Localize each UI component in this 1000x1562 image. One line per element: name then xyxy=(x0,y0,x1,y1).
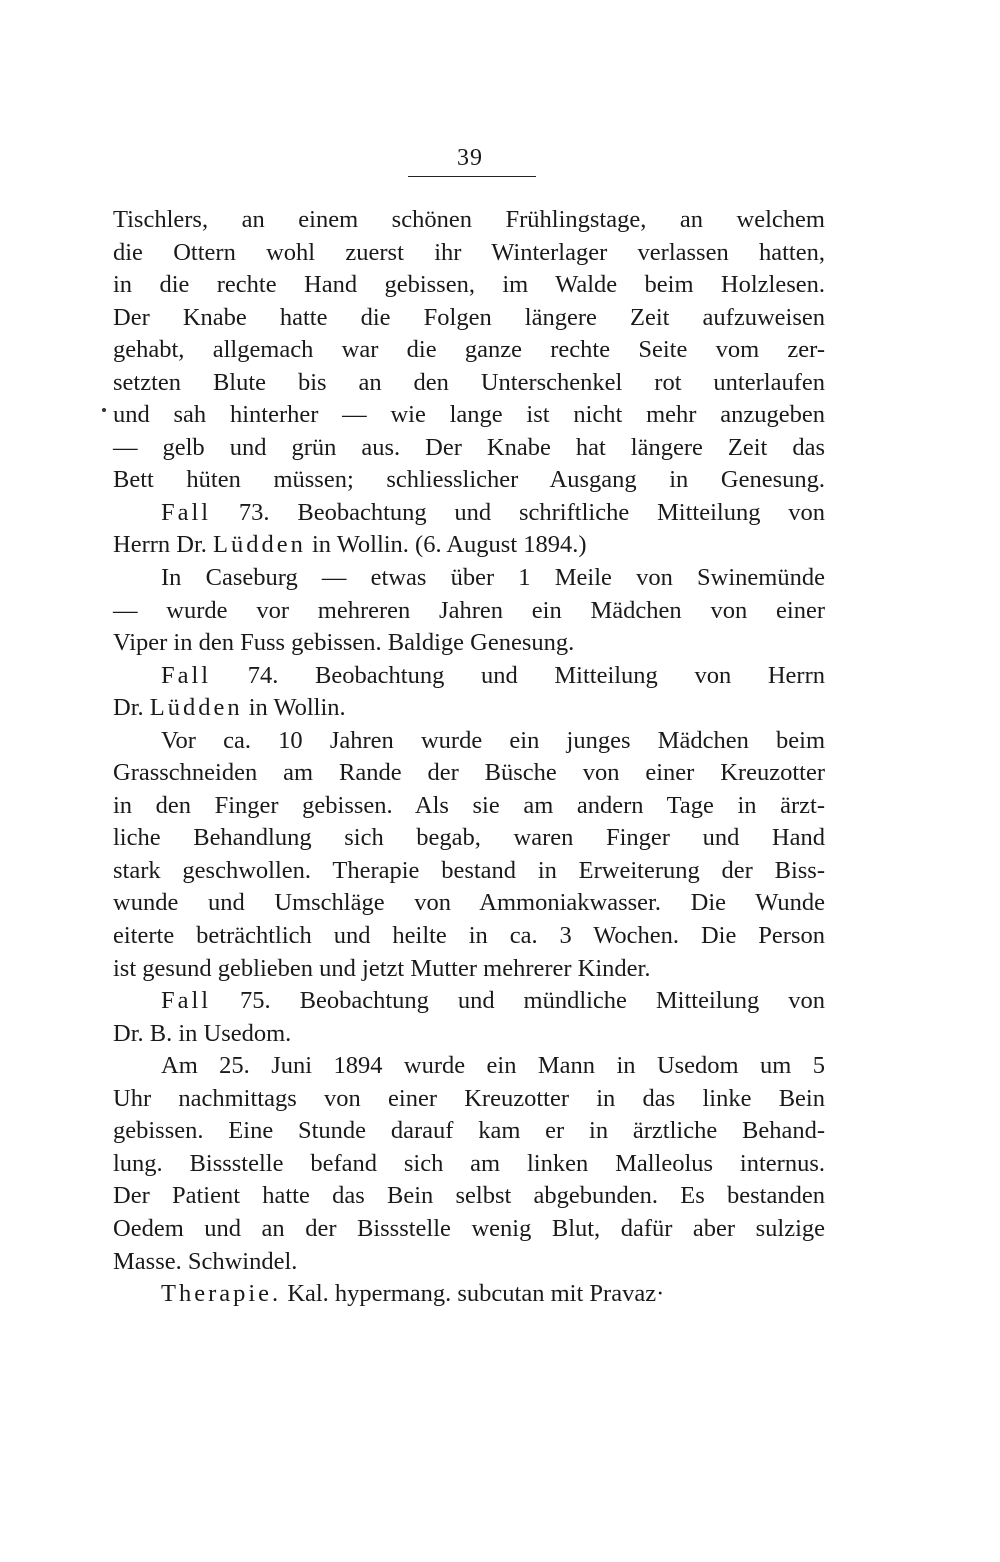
text-line xyxy=(113,627,825,660)
line-text: 75. Beobachtung und mündliche Mitteilung von xyxy=(211,987,825,1015)
text-line xyxy=(113,302,825,335)
spaced-heading: Fall xyxy=(161,498,212,526)
line-text: Tischlers, an einem schönen Frühlingstage, an welchem xyxy=(113,206,825,233)
spaced-heading: Fall xyxy=(161,661,212,689)
text-line xyxy=(113,1018,825,1051)
spaced-name: Lüdden xyxy=(213,531,306,559)
spaced-name: Lüdden xyxy=(149,694,243,722)
line-text: Dr. xyxy=(113,694,150,722)
text-line xyxy=(113,757,825,790)
text-line xyxy=(113,822,825,855)
line-text: liche Behandlung sich begab, waren Finger und Hand xyxy=(113,824,825,852)
line-text: eiterte beträchtlich und heilte in ca. 3 Wochen. Die Person xyxy=(113,922,825,950)
text-line xyxy=(113,1180,825,1213)
header-rule xyxy=(408,176,536,177)
line-text: Uhr nachmittags von einer Kreuzotter in das linke Bein xyxy=(113,1084,825,1112)
line-text: Kal. hypermang. subcutan mit Pravaz· xyxy=(281,1280,665,1308)
text-line xyxy=(113,334,825,367)
line-text-tail: in Wollin. (6. August 1894.) xyxy=(305,531,587,559)
line-text: Dr. B. in Usedom. xyxy=(113,1019,292,1047)
text-line xyxy=(113,399,825,432)
text-line xyxy=(113,529,825,562)
margin-mark xyxy=(102,408,106,412)
line-text: Bett hüten müssen; schliesslicher Ausgang in Genesung. xyxy=(113,466,825,494)
line-text: in die rechte Hand gebissen, im Walde beim Holzlesen. xyxy=(113,271,825,299)
spaced-heading: Therapie. xyxy=(161,1280,282,1308)
line-text: und sah hinterher — wie lange ist nicht mehr anzugeben xyxy=(113,401,825,429)
line-text: lung. Bissstelle befand sich am linken Malleolus internus. xyxy=(113,1149,825,1177)
line-text: setzten Blute bis an den Unterschenkel rot unterlaufen xyxy=(113,368,825,396)
line-text: In Caseburg — etwas über 1 Meile von Swinemünde xyxy=(161,564,825,592)
text-line xyxy=(113,562,825,595)
text-line xyxy=(113,887,825,920)
line-text: Am 25. Juni 1894 wurde ein Mann in Usedom um 5 xyxy=(161,1052,825,1080)
text-line xyxy=(113,237,825,270)
line-text: die Ottern wohl zuerst ihr Winterlager verlassen hatten, xyxy=(113,238,825,266)
text-line xyxy=(113,920,825,953)
line-text: Viper in den Fuss gebissen. Baldige Genesung. xyxy=(113,629,575,657)
text-line xyxy=(113,953,825,986)
line-text: Masse. Schwindel. xyxy=(113,1247,298,1275)
text-line xyxy=(113,1148,825,1181)
text-line xyxy=(113,855,825,888)
line-text: Grasschneiden am Rande der Büsche von einer Kreuzotter xyxy=(113,759,825,787)
text-line xyxy=(113,595,825,628)
text-line xyxy=(113,1278,825,1311)
line-text: 73. Beobachtung und schriftliche Mitteilung von xyxy=(211,498,825,526)
line-text: 74. Beobachtung und Mitteilung von Herrn xyxy=(211,661,825,689)
text-line xyxy=(113,1050,825,1083)
text-line xyxy=(113,497,825,530)
line-text: Oedem und an der Bissstelle wenig Blut, dafür aber sulzige xyxy=(113,1214,825,1242)
text-line xyxy=(113,1213,825,1246)
text-line xyxy=(113,464,825,497)
line-text: ist gesund geblieben und jetzt Mutter mehrerer Kinder. xyxy=(113,954,651,982)
line-text: in den Finger gebissen. Als sie am andern Tage in ärzt- xyxy=(113,791,825,819)
line-text: — wurde vor mehreren Jahren ein Mädchen von einer xyxy=(113,596,825,624)
text-line xyxy=(113,985,825,1018)
text-line xyxy=(113,660,825,693)
line-text: Vor ca. 10 Jahren wurde ein junges Mädchen beim xyxy=(161,726,825,754)
line-text: Herrn Dr. xyxy=(113,531,214,559)
text-line xyxy=(113,1083,825,1116)
line-text: gehabt, allgemach war die ganze rechte Seite vom zer- xyxy=(113,336,825,364)
text-line xyxy=(113,1246,825,1279)
text-line xyxy=(113,692,825,725)
text-line xyxy=(113,1115,825,1148)
text-line xyxy=(113,725,825,758)
text-line xyxy=(113,790,825,823)
body-text xyxy=(113,204,825,1311)
text-line xyxy=(113,204,825,237)
line-text: wunde und Umschläge von Ammoniakwasser. Die Wunde xyxy=(113,889,825,917)
spaced-heading: Fall xyxy=(161,987,212,1015)
text-line xyxy=(113,367,825,400)
text-line xyxy=(113,269,825,302)
line-text-tail: in Wollin. xyxy=(242,694,346,722)
text-line xyxy=(113,432,825,465)
page-number: 39 xyxy=(457,145,483,171)
line-text: gebissen. Eine Stunde darauf kam er in ärztliche Behand- xyxy=(113,1117,825,1145)
line-text: stark geschwollen. Therapie bestand in Erweiterung der Biss- xyxy=(113,856,825,884)
line-text: Der Patient hatte das Bein selbst abgebunden. Es bestanden xyxy=(113,1182,825,1210)
line-text: — gelb und grün aus. Der Knabe hat längere Zeit das xyxy=(113,433,825,461)
line-text: Der Knabe hatte die Folgen längere Zeit aufzuweisen xyxy=(113,303,825,331)
